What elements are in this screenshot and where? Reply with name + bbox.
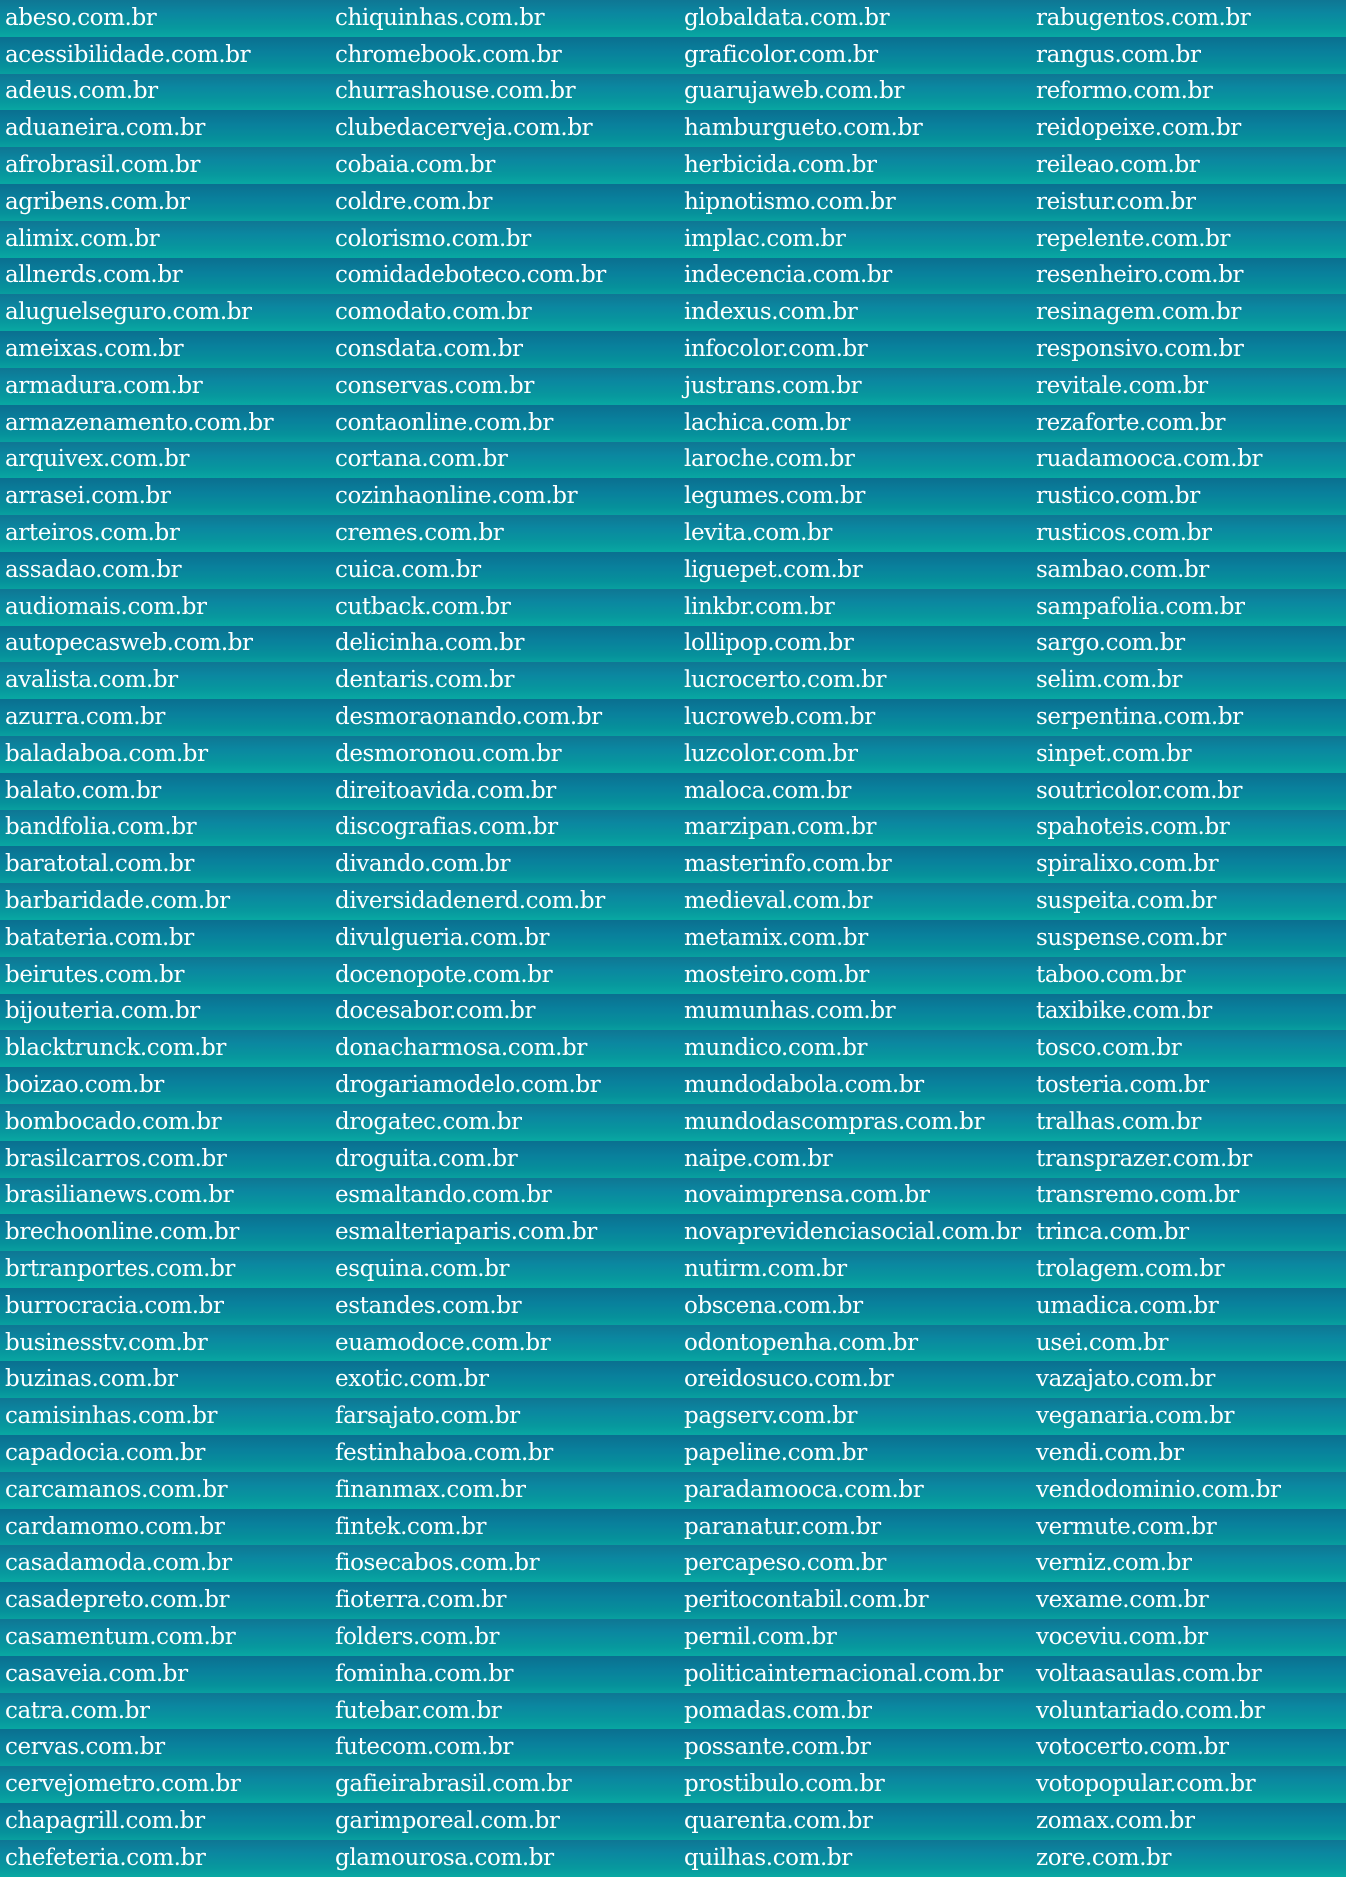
domain-row (0, 442, 1346, 479)
domain-cell: rustico.com.br (1036, 483, 1200, 510)
domain-cell: trinca.com.br (1036, 1219, 1189, 1246)
domain-cell: tosco.com.br (1036, 1035, 1182, 1062)
domain-row (0, 1398, 1346, 1435)
domain-cell: capadocia.com.br (5, 1439, 206, 1466)
domain-row (0, 1509, 1346, 1546)
domain-row (0, 1325, 1346, 1362)
domain-cell: sambao.com.br (1036, 556, 1209, 583)
domain-cell: transremo.com.br (1036, 1182, 1239, 1209)
domain-cell: novaimprensa.com.br (684, 1182, 930, 1209)
domain-row (0, 1104, 1346, 1141)
domain-cell: bijouteria.com.br (5, 998, 200, 1025)
domain-cell: donacharmosa.com.br (335, 1035, 587, 1062)
domain-cell: clubedacerveja.com.br (335, 115, 593, 142)
domain-cell: lollipop.com.br (684, 630, 854, 657)
domain-cell: drogariamodelo.com.br (335, 1072, 601, 1098)
domain-cell: acessibilidade.com.br (5, 41, 251, 68)
domain-cell: cobaia.com.br (335, 152, 495, 179)
domain-cell: docenopote.com.br (335, 961, 553, 988)
domain-cell: laroche.com.br (684, 446, 855, 473)
domain-row (0, 1288, 1346, 1325)
domain-cell: drogatec.com.br (335, 1108, 522, 1135)
domain-cell: pagserv.com.br (684, 1403, 858, 1430)
domain-cell: levita.com.br (684, 520, 832, 547)
domain-row (0, 1435, 1346, 1472)
domain-cell: taxibike.com.br (1036, 998, 1212, 1025)
domain-cell: suspeita.com.br (1036, 888, 1216, 915)
domain-cell: responsivo.com.br (1036, 336, 1244, 363)
domain-cell: ameixas.com.br (5, 336, 184, 363)
domain-row (0, 699, 1346, 736)
domain-row (0, 37, 1346, 74)
domain-cell: pernil.com.br (684, 1623, 837, 1650)
domain-row (0, 478, 1346, 515)
domain-cell: resinagem.com.br (1036, 299, 1241, 326)
domain-cell: globaldata.com.br (684, 4, 890, 31)
domain-cell: balato.com.br (5, 777, 161, 804)
domain-cell: soutricolor.com.br (1036, 777, 1243, 804)
domain-cell: euamodoce.com.br (335, 1329, 551, 1356)
domain-cell: finanmax.com.br (335, 1476, 526, 1503)
domain-cell: voluntariado.com.br (1036, 1697, 1265, 1724)
domain-cell: luzcolor.com.br (684, 740, 858, 767)
domain-cell: gafieirabrasil.com.br (335, 1771, 572, 1798)
domain-cell: mumunhas.com.br (684, 998, 896, 1025)
domain-cell: businesstv.com.br (5, 1329, 208, 1356)
domain-cell: dentaris.com.br (335, 667, 515, 694)
domain-row (0, 331, 1346, 368)
domain-cell: festinhaboa.com.br (335, 1439, 553, 1466)
domain-cell: chiquinhas.com.br (335, 4, 545, 31)
domain-cell: catra.com.br (5, 1697, 150, 1724)
domain-row (0, 1729, 1346, 1766)
domain-cell: quilhas.com.br (684, 1844, 852, 1871)
domain-cell: futecom.com.br (335, 1734, 513, 1761)
domain-cell: chapagrill.com.br (5, 1807, 205, 1834)
domain-cell: odontopenha.com.br (684, 1329, 918, 1356)
domain-cell: lucroweb.com.br (684, 704, 875, 731)
domain-cell: medieval.com.br (684, 888, 873, 915)
domain-cell: linkbr.com.br (684, 593, 835, 620)
domain-row (0, 184, 1346, 221)
domain-cell: farsajato.com.br (335, 1403, 520, 1430)
domain-cell: spiralixo.com.br (1036, 851, 1219, 878)
domain-cell: serpentina.com.br (1036, 704, 1243, 731)
domain-row (0, 773, 1346, 810)
domain-cell: nutirm.com.br (684, 1255, 847, 1282)
domain-cell: chromebook.com.br (335, 41, 562, 68)
domain-cell: exotic.com.br (335, 1366, 489, 1393)
domain-cell: esmalteriaparis.com.br (335, 1219, 597, 1246)
domain-cell: reidopeixe.com.br (1036, 115, 1241, 142)
domain-row (0, 258, 1346, 295)
domain-cell: allnerds.com.br (5, 262, 183, 289)
domain-row (0, 920, 1346, 957)
domain-cell: brasilcarros.com.br (5, 1145, 227, 1172)
domain-cell: casamentum.com.br (5, 1623, 236, 1650)
domain-row (0, 1766, 1346, 1803)
domain-cell: mundico.com.br (684, 1035, 868, 1062)
domain-cell: blacktrunck.com.br (5, 1035, 226, 1062)
domain-cell: colorismo.com.br (335, 225, 531, 252)
domain-cell: fiosecabos.com.br (335, 1550, 540, 1577)
domain-row (0, 626, 1346, 663)
domain-cell: zomax.com.br (1036, 1807, 1195, 1834)
domain-cell: suspense.com.br (1036, 924, 1226, 951)
domain-cell: usei.com.br (1036, 1329, 1169, 1356)
domain-row (0, 662, 1346, 699)
domain-row (0, 1582, 1346, 1619)
domain-row (0, 147, 1346, 184)
domain-cell: liguepet.com.br (684, 556, 863, 583)
domain-cell: adeus.com.br (5, 78, 158, 105)
domain-row (0, 736, 1346, 773)
domain-cell: batateria.com.br (5, 924, 194, 951)
domain-cell: abeso.com.br (5, 4, 157, 31)
domain-cell: fioterra.com.br (335, 1587, 507, 1614)
domain-cell: revitale.com.br (1036, 372, 1208, 399)
domain-cell: estandes.com.br (335, 1292, 522, 1319)
domain-cell: carcamanos.com.br (5, 1476, 228, 1503)
domain-cell: glamourosa.com.br (335, 1844, 554, 1871)
domain-cell: lucrocerto.com.br (684, 667, 887, 694)
domain-cell: discografias.com.br (335, 814, 558, 841)
domain-cell: boizao.com.br (5, 1072, 164, 1098)
domain-cell: cuica.com.br (335, 556, 481, 583)
domain-cell: paradamooca.com.br (684, 1476, 924, 1503)
domain-cell: implac.com.br (684, 225, 846, 252)
domain-cell: rezaforte.com.br (1036, 409, 1226, 436)
domain-cell: vexame.com.br (1036, 1587, 1209, 1614)
domain-cell: rabugentos.com.br (1036, 4, 1251, 31)
domain-cell: hamburgueto.com.br (684, 115, 923, 142)
domain-cell: cervas.com.br (5, 1734, 165, 1761)
domain-cell: arrasei.com.br (5, 483, 171, 510)
domain-cell: quarenta.com.br (684, 1807, 873, 1834)
domain-cell: veganaria.com.br (1036, 1403, 1235, 1430)
domain-cell: avalista.com.br (5, 667, 178, 694)
domain-row (0, 1251, 1346, 1288)
domain-cell: mosteiro.com.br (684, 961, 869, 988)
domain-cell: reistur.com.br (1036, 188, 1196, 215)
domain-cell: chefeteria.com.br (5, 1844, 206, 1871)
domain-row (0, 1141, 1346, 1178)
domain-cell: cardamomo.com.br (5, 1513, 225, 1540)
domain-cell: rangus.com.br (1036, 41, 1201, 68)
domain-cell: voceviu.com.br (1036, 1623, 1208, 1650)
domain-cell: sampafolia.com.br (1036, 593, 1245, 620)
domain-cell: ruadamooca.com.br (1036, 446, 1263, 473)
domain-cell: fominha.com.br (335, 1660, 514, 1687)
domain-cell: divulgueria.com.br (335, 924, 550, 951)
domain-row (0, 883, 1346, 920)
domain-cell: garimporeal.com.br (335, 1807, 560, 1834)
domain-row (0, 1030, 1346, 1067)
domain-cell: futebar.com.br (335, 1697, 502, 1724)
domain-cell: infocolor.com.br (684, 336, 868, 363)
domain-cell: vazajato.com.br (1036, 1366, 1215, 1393)
domain-cell: transprazer.com.br (1036, 1145, 1252, 1172)
domain-row (0, 994, 1346, 1031)
domain-cell: baladaboa.com.br (5, 740, 208, 767)
domain-row (0, 405, 1346, 442)
domain-cell: sargo.com.br (1036, 630, 1185, 657)
domain-cell: marzipan.com.br (684, 814, 877, 841)
domain-cell: camisinhas.com.br (5, 1403, 218, 1430)
domain-cell: bandfolia.com.br (5, 814, 197, 841)
domain-cell: brtranportes.com.br (5, 1255, 235, 1282)
domain-cell: reformo.com.br (1036, 78, 1213, 105)
domain-cell: cremes.com.br (335, 520, 504, 547)
domain-cell: aduaneira.com.br (5, 115, 205, 142)
domain-cell: resenheiro.com.br (1036, 262, 1244, 289)
domain-cell: tosteria.com.br (1036, 1072, 1209, 1098)
domain-cell: assadao.com.br (5, 556, 182, 583)
domain-cell: coldre.com.br (335, 188, 493, 215)
domain-row (0, 846, 1346, 883)
domain-cell: casadamoda.com.br (5, 1550, 232, 1577)
domain-cell: mundodascompras.com.br (684, 1108, 985, 1135)
domain-cell: indexus.com.br (684, 299, 858, 326)
domain-cell: burrocracia.com.br (5, 1292, 224, 1319)
domain-row (0, 1619, 1346, 1656)
domain-cell: alimix.com.br (5, 225, 160, 252)
domain-cell: naipe.com.br (684, 1145, 833, 1172)
domain-cell: beirutes.com.br (5, 961, 185, 988)
domain-cell: papeline.com.br (684, 1439, 867, 1466)
domain-cell: votocerto.com.br (1036, 1734, 1229, 1761)
domain-cell: desmoraonando.com.br (335, 704, 602, 731)
domain-row (0, 1693, 1346, 1730)
domain-row (0, 1656, 1346, 1693)
domain-cell: vendi.com.br (1036, 1439, 1184, 1466)
domain-row (0, 221, 1346, 258)
domain-cell: azurra.com.br (5, 704, 166, 731)
domain-cell: guarujaweb.com.br (684, 78, 904, 105)
domain-cell: buzinas.com.br (5, 1366, 178, 1393)
domain-row (0, 110, 1346, 147)
domain-cell: baratotal.com.br (5, 851, 195, 878)
domain-cell: masterinfo.com.br (684, 851, 892, 878)
domain-cell: legumes.com.br (684, 483, 866, 510)
domain-row (0, 1472, 1346, 1509)
domain-cell: metamix.com.br (684, 924, 868, 951)
domain-cell: repelente.com.br (1036, 225, 1231, 252)
domain-row (0, 1067, 1346, 1104)
domain-row (0, 1178, 1346, 1215)
domain-cell: afrobrasil.com.br (5, 152, 201, 179)
domain-cell: audiomais.com.br (5, 593, 207, 620)
domain-cell: justrans.com.br (684, 372, 862, 399)
domain-cell: casaveia.com.br (5, 1660, 188, 1687)
domain-cell: esmaltando.com.br (335, 1182, 552, 1209)
domain-cell: peritocontabil.com.br (684, 1587, 929, 1614)
domain-cell: comidadeboteco.com.br (335, 262, 606, 289)
domain-cell: hipnotismo.com.br (684, 188, 896, 215)
domain-cell: graficolor.com.br (684, 41, 878, 68)
domain-cell: consdata.com.br (335, 336, 523, 363)
domain-row (0, 1214, 1346, 1251)
domain-cell: rusticos.com.br (1036, 520, 1212, 547)
domain-row (0, 957, 1346, 994)
domain-cell: politicainternacional.com.br (684, 1660, 1003, 1687)
domain-row (0, 1803, 1346, 1840)
domain-cell: armazenamento.com.br (5, 409, 274, 436)
domain-row (0, 552, 1346, 589)
domain-row (0, 1840, 1346, 1877)
domain-cell: armadura.com.br (5, 372, 203, 399)
domain-cell: umadica.com.br (1036, 1292, 1219, 1319)
domain-cell: direitoavida.com.br (335, 777, 556, 804)
domain-cell: taboo.com.br (1036, 961, 1186, 988)
domain-cell: vendodominio.com.br (1036, 1476, 1281, 1503)
domain-cell: churrashouse.com.br (335, 78, 576, 105)
domain-cell: conservas.com.br (335, 372, 534, 399)
domain-cell: cutback.com.br (335, 593, 511, 620)
domain-cell: arquivex.com.br (5, 446, 190, 473)
domain-cell: comodato.com.br (335, 299, 532, 326)
domain-row (0, 294, 1346, 331)
domain-cell: agribens.com.br (5, 188, 190, 215)
domain-cell: diversidadenerd.com.br (335, 888, 605, 915)
domain-cell: barbaridade.com.br (5, 888, 230, 915)
domain-cell: cervejometro.com.br (5, 1771, 241, 1798)
domain-cell: sinpet.com.br (1036, 740, 1192, 767)
domain-cell: bombocado.com.br (5, 1108, 222, 1135)
domain-cell: casadepreto.com.br (5, 1587, 230, 1614)
domain-cell: autopecasweb.com.br (5, 630, 253, 657)
domain-cell: indecencia.com.br (684, 262, 892, 289)
domain-row (0, 368, 1346, 405)
domain-row (0, 1361, 1346, 1398)
domain-cell: contaonline.com.br (335, 409, 553, 436)
domain-cell: herbicida.com.br (684, 152, 877, 179)
domain-cell: delicinha.com.br (335, 630, 525, 657)
domain-cell: desmoronou.com.br (335, 740, 562, 767)
domain-cell: maloca.com.br (684, 777, 851, 804)
domain-cell: paranatur.com.br (684, 1513, 881, 1540)
domain-cell: spahoteis.com.br (1036, 814, 1230, 841)
domain-cell: verniz.com.br (1036, 1550, 1192, 1577)
domain-cell: trolagem.com.br (1036, 1255, 1225, 1282)
domain-cell: obscena.com.br (684, 1292, 863, 1319)
domain-row (0, 74, 1346, 111)
domain-cell: lachica.com.br (684, 409, 850, 436)
domain-cell: tralhas.com.br (1036, 1108, 1201, 1135)
domain-cell: oreidosuco.com.br (684, 1366, 894, 1393)
domain-cell: brasilianews.com.br (5, 1182, 234, 1209)
domain-cell: novaprevidenciasocial.com.br (684, 1219, 1021, 1246)
domain-cell: arteiros.com.br (5, 520, 180, 547)
domain-cell: droguita.com.br (335, 1145, 518, 1172)
domain-cell: vermute.com.br (1036, 1513, 1217, 1540)
domain-cell: percapeso.com.br (684, 1550, 886, 1577)
domain-row (0, 589, 1346, 626)
domain-cell: aluguelseguro.com.br (5, 299, 252, 326)
domain-cell: pomadas.com.br (684, 1697, 872, 1724)
domain-row (0, 810, 1346, 847)
domain-cell: esquina.com.br (335, 1255, 510, 1282)
domain-cell: folders.com.br (335, 1623, 500, 1650)
domain-cell: zore.com.br (1036, 1844, 1172, 1871)
domain-cell: selim.com.br (1036, 667, 1183, 694)
domain-cell: cozinhaonline.com.br (335, 483, 578, 510)
domain-cell: possante.com.br (684, 1734, 871, 1761)
domain-row (0, 0, 1346, 37)
domain-cell: brechoonline.com.br (5, 1219, 239, 1246)
domain-cell: mundodabola.com.br (684, 1072, 924, 1098)
domain-cell: cortana.com.br (335, 446, 508, 473)
domain-row (0, 515, 1346, 552)
domain-row (0, 1545, 1346, 1582)
domain-cell: fintek.com.br (335, 1513, 487, 1540)
domain-cell: voltaasaulas.com.br (1036, 1660, 1262, 1687)
domain-cell: docesabor.com.br (335, 998, 536, 1025)
domain-cell: prostibulo.com.br (684, 1771, 885, 1798)
domain-cell: divando.com.br (335, 851, 511, 878)
domain-cell: votopopular.com.br (1036, 1771, 1256, 1798)
domain-cell: reileao.com.br (1036, 152, 1200, 179)
